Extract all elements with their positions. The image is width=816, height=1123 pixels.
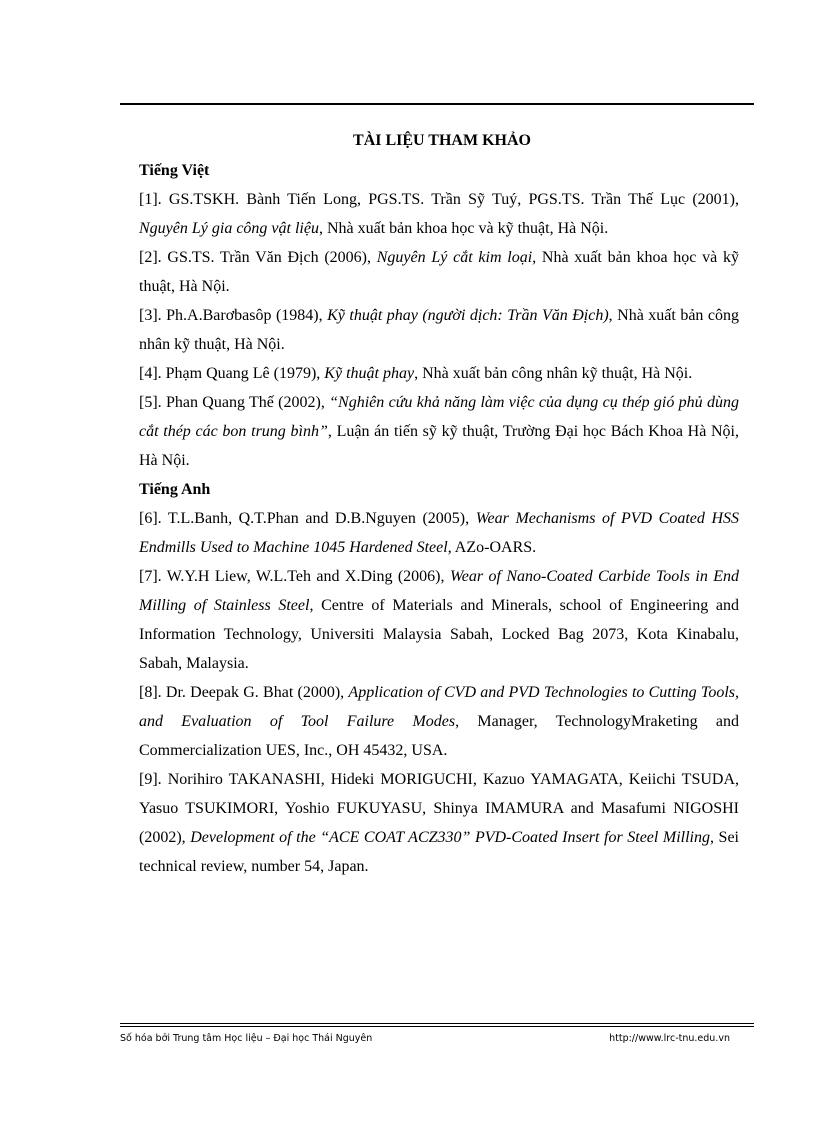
footer-rule-top xyxy=(120,1023,754,1024)
page-title: TÀI LIỆU THAM KHẢO xyxy=(353,132,531,149)
reference-item-8: [8]. Dr. Deepak G. Bhat (2000), Application of CVD and PVD Technologies to Cutting Tools, and Evaluation of Tool Failure Modes, Manager, TechnologyMraketing and Commercialization UES, Inc., OH 45432, USA. xyxy=(139,684,740,759)
section-heading-vietnamese: Tiếng Việt xyxy=(139,162,210,179)
footer-source-text: Số hóa bởi Trung tâm Học liệu – Đại học Thái Nguyên xyxy=(120,1033,373,1044)
reference-item-3: [3]. Ph.A.Barơbasôp (1984), Kỹ thuật phay (người dịch: Trần Văn Địch), Nhà xuất bản công nhân kỹ thuật, Hà Nội. xyxy=(139,307,740,353)
reference-item-7: [7]. W.Y.H Liew, W.L.Teh and X.Ding (2006), Wear of Nano-Coated Carbide Tools in End Milling of Stainless Steel, Centre of Materials and Minerals, school of Engineering and Information Technology, Universiti Malaysia Sabah, Locked Bag 2073, Kota Kinabalu, Sabah, Malaysia. xyxy=(139,568,739,672)
reference-item-5: [5]. Phan Quang Thế (2002), “Nghiên cứu khả năng làm việc của dụng cụ thép gió phủ dùng cắt thép các bon trung bình”, Luận án tiến sỹ kỹ thuật, Trường Đại học Bách Khoa Hà Nội, Hà Nội. xyxy=(139,394,740,469)
footer-rule-bottom xyxy=(120,1026,754,1027)
reference-item-2: [2]. GS.TS. Trần Văn Địch (2006), Nguyên Lý cắt kim loại, Nhà xuất bản khoa học và kỹ thuật, Hà Nội. xyxy=(139,249,739,295)
reference-item-4: [4]. Phạm Quang Lê (1979), Kỹ thuật phay, Nhà xuất bản công nhân kỹ thuật, Hà Nội. xyxy=(139,365,693,382)
reference-item-9: [9]. Norihiro TAKANASHI, Hideki MORIGUCHI, Kazuo YAMAGATA, Keiichi TSUDA, Yasuo TSUKIMORI, Yoshio FUKUYASU, Shinya IMAMURA and Masafumi NIGOSHI (2002), Development of the “ACE COAT ACZ330” PVD-Coated Insert for Steel Milling, Sei technical review, number 54, Japan. xyxy=(139,771,739,875)
reference-item-6: [6]. T.L.Banh, Q.T.Phan and D.B.Nguyen (2005), Wear Mechanisms of PVD Coated HSS Endmills Used to Machine 1045 Hardened Steel, AZo-OARS. xyxy=(139,510,740,556)
reference-item-1: [1]. GS.TSKH. Bành Tiến Long, PGS.TS. Trần Sỹ Tuý, PGS.TS. Trần Thế Lục (2001), Nguyên Lý gia công vật liệu, Nhà xuất bản khoa học và kỹ thuật, Hà Nội. xyxy=(139,191,739,237)
footer-url-link[interactable]: http://www.lrc-tnu.edu.vn xyxy=(609,1033,730,1044)
references-content xyxy=(139,126,739,881)
section-heading-english: Tiếng Anh xyxy=(139,481,211,498)
header-rule xyxy=(120,103,754,105)
